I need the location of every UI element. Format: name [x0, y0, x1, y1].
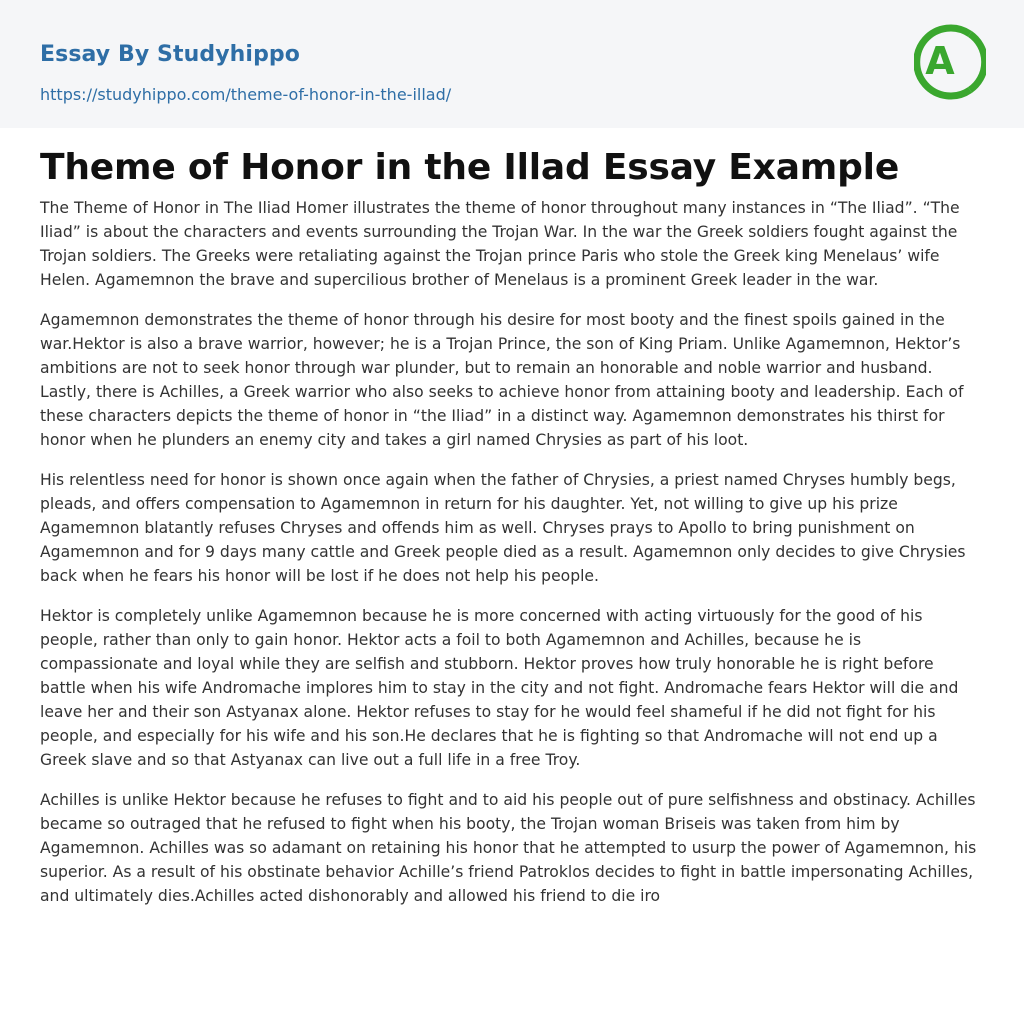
paragraph-5: Achilles is unlike Hektor because he refuses to fight and to aid his people out of pure selfishness and obstinacy. Achilles became so outraged that he refused to fight when his booty, the Trojan woman Briseis was taken from him by Agamemnon. Achilles was so adamant on retaining his honor that he attempted to usurp the power of Agamemnon, his superior. As a result of his obstinate behavior Achille’s friend Patroklos decides to fight in battle impersonating Achilles, and ultimately dies.Achilles acted dishonorably and allowed his friend to die iro [40, 791, 977, 905]
brand-name[interactable]: Essay By Studyhippo [40, 42, 300, 67]
page-title: Theme of Honor in the Illad Essay Example [40, 147, 900, 188]
essay-url-link[interactable]: https://studyhippo.com/theme-of-honor-in-the-illad/ [40, 85, 452, 104]
studyhippo-logo-icon[interactable] [914, 20, 986, 104]
article [0, 128, 1024, 908]
paragraph-1: The Theme of Honor in The Iliad Homer illustrates the theme of honor throughout many instances in “The Iliad”. “The Iliad” is about the characters and events surrounding the Trojan War. In the war the Greek soldiers fought against the Trojan soldiers. The Greeks were retaliating against the Trojan prince Paris who stole the Greek king Menelaus’ wife Helen. Agamemnon the brave and supercilious brother of Menelaus is a prominent Greek leader in the war. [40, 199, 960, 289]
paragraph-4: Hektor is completely unlike Agamemnon because he is more concerned with acting virtuously for the good of his people, rather than only to gain honor. Hektor acts a foil to both Agamemnon and Achilles, because he is compassionate and loyal while they are selfish and stubborn. Hektor proves how truly honorable he is right before battle when his wife Andromache implores him to stay in the city and not fight. Andromache fears Hektor will die and leave her and their son Astyanax alone. Hektor refuses to stay for he would feel shameful if he did not fight for his people, and especially for his wife and his son.He declares that he is fighting so that Andromache will not end up a Greek slave and so that Astyanax can live out a full life in a free Troy. [40, 607, 959, 769]
paragraph-3: His relentless need for honor is shown once again when the father of Chrysies, a priest named Chryses humbly begs, pleads, and offers compensation to Agamemnon in return for his daughter. Yet, not willing to give up his prize Agamemnon blatantly refuses Chryses and offends him as well. Chryses prays to Apollo to bring punishment on Agamemnon and for 9 days many cattle and Greek people died as a result. Agamemnon only decides to give Chrysies back when he fears his honor will be lost if he does not help his people. [40, 471, 966, 585]
paragraph-2: Agamemnon demonstrates the theme of honor through his desire for most booty and the finest spoils gained in the war.Hektor is also a brave warrior, however; he is a Trojan Prince, the son of King Priam. Unlike Agamemnon, Hektor’s ambitions are not to seek honor through war plunder, but to remain an honorable and noble warrior and husband. Lastly, there is Achilles, a Greek warrior who also seeks to achieve honor from attaining booty and leadership. Each of these characters depicts the theme of honor in “the Iliad” in a distinct way. Agamemnon demonstrates his thirst for honor when he plunders an enemy city and takes a girl named Chrysies as part of his loot. [40, 311, 964, 449]
logo-letter: A [925, 39, 955, 83]
site-header [0, 0, 1024, 128]
